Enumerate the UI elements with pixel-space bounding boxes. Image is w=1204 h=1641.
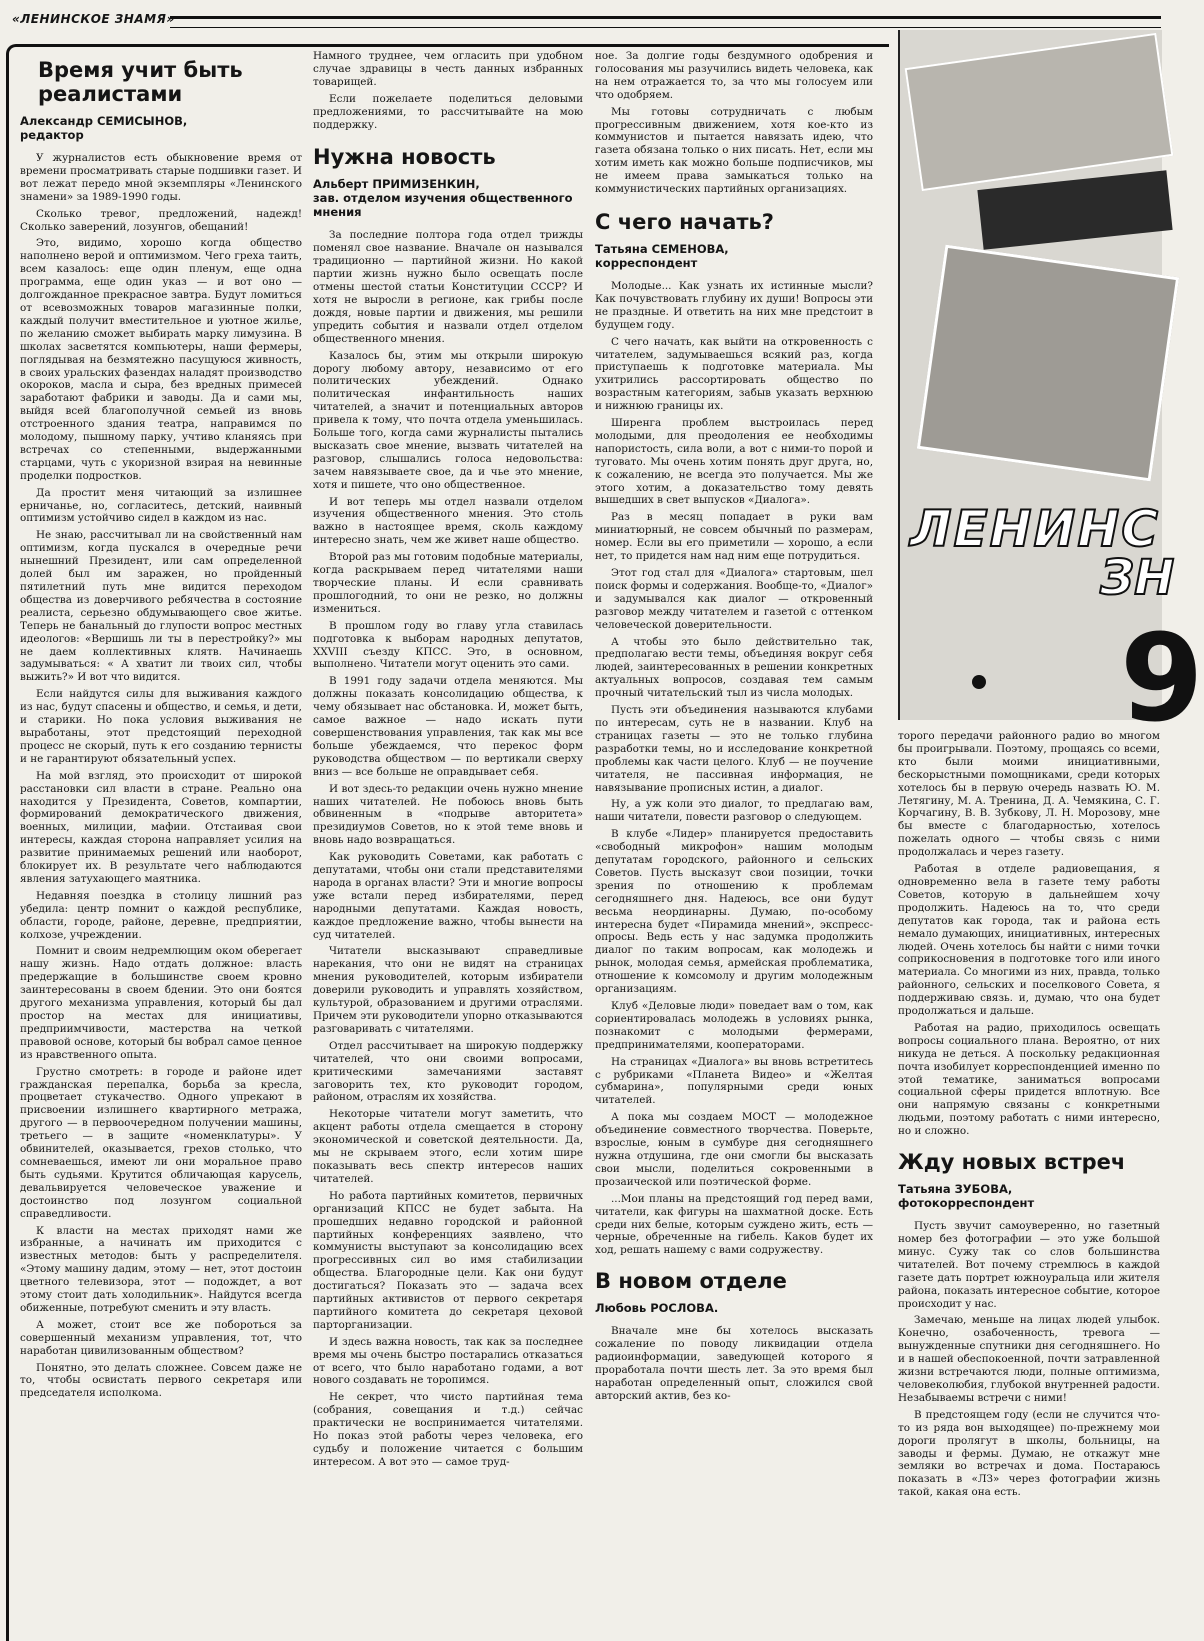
column-1 bbox=[20, 52, 302, 1634]
masthead-rule bbox=[170, 16, 1161, 28]
paragraph: И здесь важна новость, так как за последнее время мы очень быстро постарались отказаться от всего, что было наработано годами, а вот нового создавать не торопимся. bbox=[313, 1335, 583, 1387]
article2-title: Нужна новость bbox=[313, 145, 496, 170]
article3-body bbox=[595, 280, 873, 1257]
paragraph: Помнит и своим недремлющим оком оберегает нашу жизнь. Надо отдать должное: власть предержащие в большинстве своем кровно заинтересованы в своем бдении. Это они боятся другого механизма управления, который бы дал простор на местах для инициативы, предприимчивости, мастерства на четкой правовой основе, который бы вобрал самое ценное из нравственного опыта. bbox=[20, 945, 302, 1061]
paragraph: Второй раз мы готовим подобные материалы, когда раскрываем перед читателями наши творческие планы. И если сравнивать прошлогодний, то они не резко, но должны измениться. bbox=[313, 551, 583, 615]
paragraph: Раз в месяц попадает в руки вам миниатюрный, не совсем обычный по размерам, номер. Если вы его приметили — хорошо, а если нет, то придется нам над ним еще потрудиться. bbox=[595, 511, 873, 563]
article3-role: корреспондент bbox=[595, 255, 698, 270]
photo-dialog-supplement bbox=[917, 245, 1179, 482]
paragraph: Пусть эти объединения называются клубами по интересам, суть не в названии. Клуб на страницах газеты — это не только глубина разработки темы, но и исследование конкретной проблемы как части целого. Клуб — не поучение читателя, не пассивная информация, не навязывание прописных истин, а диалог. bbox=[595, 704, 873, 794]
article2-continuation: ное. За долгие годы бездумного одобрения и голосования мы разучились видеть человека, как на нем отражается то, за что мы голосуем или что одобряем. bbox=[595, 50, 873, 101]
article2-continuation: Мы готовы сотрудничать с любым прогрессивным движением, хотя кое-кто из коммунистов и пытается навязать идею, что газета обязана только о них писать. Нет, если мы хотим иметь как можно больше подписчиков, мы не имеем права замыкаться только на коммунистических партийных организациях. bbox=[595, 105, 873, 196]
paragraph: ...Мои планы на предстоящий год перед вами, читатели, как фигуры на шахматной доске. Есть среди них белые, которым суждено жить, есть — черные, обреченные на гибель. Каков будет их ход, решать нашему с вами содружеству. bbox=[595, 1192, 873, 1257]
paragraph: За последние полтора года отдел трижды поменял свое название. Вначале он назывался традиционно — партийной жизни. Но какой партии жизнь нужно было освещать после отмены шестой статьи Конституции СССР? И хотя не выросли в регионе, как грибы после дождя, новые партии и движения, мы решили упредить события и назвали отдел отделом общественного мнения. bbox=[313, 229, 583, 345]
article5-byline bbox=[898, 1182, 1160, 1210]
paragraph: Это, видимо, хорошо когда общество наполнено верой и оптимизмом. Чего греха таить, всем казалось: еще один пленум, еще одна программа, еще один указ — и вот оно — долгожданное прекрасное завтра. Будут ломиться от всевозможных товаров магазинные полки, каждый получит вместительное и уютное жилье, по желанию сможет выбирать марку лимузина. В школах засветятся компьютеры, наши фермеры, поглядывая на безмятежно пасущуюся живность, в своих уральских фазендах наладят производство окороков, масла и сыра, без вредных примесей заработают фабрики и заводы. Да и сами мы, выйдя всей благополучной семьей из вновь отстроенного здания театра, направимся по молодому, пышному парку, учтиво кланяясь при встречах со степенными, выдержанными старцами, чуть с укоризной взирая на невинные проделки подростков. bbox=[20, 237, 302, 482]
paragraph: И вот теперь мы отдел назвали отделом изучения общественного мнения. Это столь важно в настоящее время, сколь каждому интересно знать, чем же живет наше общество. bbox=[313, 495, 583, 547]
paragraph: Но работа партийных комитетов, первичных организаций КПСС не будет забыта. На прошедших недавно городской и районной партийных конференциях заявлено, что коммунисты выступают за консолидацию всех прогрессивных сил во имя стабилизации общества. Благородные цели. Как они будут достигаться? Показать это — задача всех партийных активистов от первого секретаря партийного комитета до секретаря цеховой парторганизации. bbox=[313, 1189, 583, 1331]
paragraph: Этот год стал для «Диалога» стартовым, шел поиск формы и содержания. Вообще-то, «Диалог» и задумывался как диалог — откровенный разговор между читателем и газетой с оттенком человеческой доверительности. bbox=[595, 567, 873, 631]
article4-author: Любовь РОСЛОВА. bbox=[595, 1301, 719, 1316]
paragraph: На мой взгляд, это происходит от широкой расстановки сил власти в стране. Реально она находится у Президента, Советов, компартии, формирований демократического движения, военных, милиции, мафии. Отстаивая свои интересы, каждая сторона направляет усилия на развитие принимаемых решений или наоборот, блокирует их. В результате чего наблюдаются явления затухающего маятника. bbox=[20, 769, 302, 885]
article2-role: зав. отделом изучения общественного мнения bbox=[313, 191, 573, 220]
paragraph: И вот здесь-то редакции очень нужно мнение наших читателей. Не побоюсь вновь быть обвиненным в «подрыве авторитета» президиумов Советов, но к этой теме вновь и вновь надо возвращаться. bbox=[313, 782, 583, 847]
article3-author: Татьяна СЕМЕНОВА, bbox=[595, 241, 729, 256]
paragraph: Отдел рассчитывает на широкую поддержку читателей, что они своими вопросами, критическими замечаниями заставят заговорить тех, кто руководит городом, районом, отраслям их хозяйства. bbox=[313, 1039, 583, 1104]
paragraph: Грустно смотреть: в городе и районе идет гражданская перепалка, борьба за кресла, процветает стукачество. Одного упрекают в присвоении излишнего квартирного метража, другого — в первоочередном получении машины, третьего — в защите «номенклатуры». У обвинителей, оказывается, грехов столько, что сомневаешься, имеют ли они моральное право быть судьями. Крутится обличающая карусель, девальвируется человеческое уважение и достоинство под лозунгом социальной справедливости. bbox=[20, 1065, 302, 1220]
article5-title: Жду новых встреч bbox=[898, 1150, 1126, 1175]
article1-title: Время учит быть реалистами bbox=[38, 58, 243, 106]
column-2 bbox=[313, 50, 583, 1634]
newspaper-collage-photo bbox=[898, 30, 1204, 749]
paragraph: Понятно, это делать сложнее. Совсем даже не то, чтобы освистать первого секретаря или председателя исполкома. bbox=[20, 1361, 302, 1400]
paragraph: А может, стоит все же побороться за совершенный механизм управления, тот, что наработан цивилизованным обществом? bbox=[20, 1318, 302, 1357]
paragraph: На страницах «Диалога» вы вновь встретитесь с рубриками «Планета Видео» и «Желтая субмарина», популярными среди юных читателей. bbox=[595, 1055, 873, 1107]
article2-body bbox=[313, 229, 583, 1468]
column-3 bbox=[595, 50, 873, 1634]
article4-title: В новом отделе bbox=[595, 1269, 787, 1294]
paragraph: Ну, а уж коли это диалог, то предлагаю вам, наши читатели, повести разговор о следующем. bbox=[595, 798, 873, 824]
paragraph: Молодые... Как узнать их истинные мысли? Как почувствовать глубину их души! Вопросы эти не праздные. И ответить на них мне предстоит в будущем году. bbox=[595, 279, 873, 331]
paragraph: Некоторые читатели могут заметить, что акцент работы отдела смещается в сторону экономической и советской деятельности. Да, мы не скрываем этого, если хотим шире показывать весь спектр интересов наших читателей. bbox=[313, 1108, 583, 1185]
paragraph: Сколько тревог, предложений, надежд! Сколько заверений, лозунгов, обещаний! bbox=[20, 207, 302, 233]
newspaper-name: «ЛЕНИНСКОЕ ЗНАМЯ» bbox=[12, 12, 175, 26]
paragraph: А пока мы создаем МОСТ — молодежное объединение совместного творчества. Поверьте, взрослые, юным в сумбуре дня сегодняшнего нужна отдушина, где они смогли бы высказать свои мысли, поделиться сокровенными в прозаической или поэтической форме. bbox=[595, 1111, 873, 1188]
photo-number: 9 bbox=[1120, 610, 1204, 749]
paragraph: Как руководить Советами, как работать с депутатами, чтобы они стали представителями народа в органах власти? Эти и многие вопросы уже встали перед избирателями, перед народными депутатами. Каждая новость, каждое предложение важно, чтобы вынести на суд читателей. bbox=[313, 851, 583, 941]
article1-byline bbox=[20, 114, 302, 142]
paragraph: В прошлом году во главу угла ставилась подготовка к выборам народных депутатов, XXVIII съезду КПСС. Это, в основном, выполнено. Читатели могут оценить это сами. bbox=[313, 619, 583, 671]
article3-title: С чего начать? bbox=[595, 209, 774, 234]
article5-role: фотокорреспондент bbox=[898, 1196, 1035, 1211]
paragraph: В предстоящем году (если не случится что-то из ряда вон выходящее) по-прежнему мои дороги пролягут в школы, больницы, на заводы и фермы. Думаю, не откажут мне земляки во встречах и дома. Постараюсь показать в «ЛЗ» через фотографии жизнь такой, какая она есть. bbox=[898, 1408, 1160, 1499]
article5-author: Татьяна ЗУБОВА, bbox=[898, 1182, 1013, 1197]
article3-byline bbox=[595, 242, 873, 270]
paragraph: Вначале мне бы хотелось высказать сожаление по поводу ликвидации отдела радиоинформации, заведующей которого я проработала почти шесть лет. За это время был наработан определенный опыт, сложился свой авторский актив, без ко- bbox=[595, 1325, 873, 1402]
article4-continuation: Работая в отделе радиовещания, я одновременно вела в газете тему работы Советов, которую в дальнейшем хочу продолжить. Надеюсь на то, что среди депутатов как города, так и района есть немало думающих, инициативных, интересных людей. Очень хотелось бы найти с ними точки соприкосновения в подготовке того или иного материала. Со многими из них, правда, только районного, сельских и поселкового Совета, я поддерживаю связь. и, думаю, что она будет продолжаться и дальше. bbox=[898, 863, 1160, 1018]
paragraph: В 1991 году задачи отдела меняются. Мы должны показать консолидацию общества, к чему обязывает нас обстановка. И, может быть, самое важное — надо искать пути совершенствования управления, так как мы все больше убеждаемся, что перекос форм руководства обществом — по вертикали сверху вниз — все больше не оправдывает себя. bbox=[313, 675, 583, 778]
article1-body bbox=[20, 152, 302, 1400]
article4-continuation: Работая на радио, приходилось освещать вопросы социального плана. Вероятно, от них никуда не деться. А поскольку редакционная почта изобилует корреспонденцией именно по этой тематике, заниматься вопросами социальной сферы придется вплотную. Все они напрямую связаны с конкретными людьми, поэтому работать с ними интересно, но и сложно. bbox=[898, 1021, 1160, 1138]
paragraph: Пусть звучит самоуверенно, но газетный номер без фотографии — это уже большой минус. Сужу так со слов большинства читателей. Вот почему стремлюсь в каждой газете дать портрет южноуральца или жителя района, показать интересное событие, которое происходит у нас. bbox=[898, 1220, 1160, 1310]
article4-continuation: торого передачи районного радио во многом бы проигрывали. Поэтому, прощаясь со всеми, кто были моими инициативными, бескорыстными помощниками, среди которых хотелось бы в первую очередь назвать Ю. М. Летягину, М. А. Тренина, Д. А. Чемякина, С. Г. Корчагину, В. В. Зубкову, Л. Н. Морозову, мне бы вместе с благодарностью, хотелось пожелать одного — чтобы связь с ними продолжалась и через газету. bbox=[898, 730, 1160, 859]
photo-newspaper-subtitle: ЗН bbox=[1100, 550, 1175, 606]
paragraph: Замечаю, меньше на лицах людей улыбок. Конечно, озабоченность, тревога — вынужденные спутники дня сегодняшнего. Но и в нашей обеспокоенной, почти затравленной жизни встречаются люди, полные оптимизма, человеколюбия, глубокой внутренней радости. Незабываемы встречи с ними! bbox=[898, 1314, 1160, 1404]
paragraph: Клуб «Деловые люди» поведает вам о том, как сориентировалась молодежь в условиях рынка, познакомит с молодыми фермерами, предпринимателями, кооператорами. bbox=[595, 1000, 873, 1051]
article1-continuation: Намного труднее, чем огласить при удобном случае здравицы в честь данных избранных товарищей. bbox=[313, 50, 583, 88]
article1-role: редактор bbox=[20, 128, 84, 142]
paragraph: Казалось бы, этим мы открыли широкую дорогу любому автору, независимо от его политических убеждений. Однако политическая инфантильность наших читателей, а значит и потенциальных авторов привела к тому, что почта отдела уменьшилась. Больше того, когда сами журналисты пытались высказать свое мнение, вызвать читателей на разговор, слышались голоса недовольства: зачем навязываете свое, да и чье это мнение, хотя и пишете, что оно общественное. bbox=[313, 349, 583, 491]
paragraph: А чтобы это было действительно так, предполагаю вести темы, объединяя вокруг себя людей, заинтересованных в решении конкретных актуальных вопросов, создавая тем самым прочный читательский тыл из числа молодых. bbox=[595, 635, 873, 700]
paragraph: С чего начать, как выйти на откровенность с читателем, задумываешься всякий раз, когда приступаешь к подготовке материала. Мы ухитрились рассортировать общество по возрастным категориям, забыв указать верхнюю и нижнюю границы их. bbox=[595, 335, 873, 413]
photo-dot bbox=[972, 675, 986, 689]
paragraph: К власти на местах приходят нами же избранные, а начинать им приходится с известных методов: быть у распределителя. «Этому машину дадим, этому — нет, этот достоин цветного телевизора, этот — подождет, а вот этому стоит дать холодильник». Найдутся всегда обиженные, потребуют сменить и эту власть. bbox=[20, 1224, 302, 1314]
paragraph: Да простит меня читающий за излишнее ерничанье, но, согласитесь, детский, наивный оптимизм устойчиво сидел в каждом из нас. bbox=[20, 486, 302, 525]
article1-author: Александр СЕМИСЫНОВ, bbox=[20, 114, 188, 128]
paragraph: Недавняя поездка в столицу лишний раз убедила: центр помнит о каждой республике, области, городе, районе, деревне, предприятии, колхозе, учреждении. bbox=[20, 889, 302, 941]
paragraph: Если найдутся силы для выживания каждого из нас, будут спасены и общество, и семья, и дети, и старики. Но пока условия выживания не выработаны, этот предстоящий переходной процесс не скорый, путь к его созданию тернисты и не гарантируют обязательный успех. bbox=[20, 688, 302, 765]
column-4 bbox=[898, 730, 1160, 1634]
article4-byline bbox=[595, 1301, 873, 1315]
paragraph: В клубе «Лидер» планируется предоставить «свободный микрофон» нашим молодым депутатам городского, районного и сельских Советов. Пусть высказут свои позиции, точки зрения по отношению к проблемам сегодняшнего дня. Надеюсь, все они будут весьма неординарны. Думаю, по-особому интересна будет «Пирамида мнений», экспресс-опросы. Ведь есть у нас задумка продолжить диалог по таким вопросам, как молодежь и рынок, молодая семья, армейская проблематика, отношение к комсомолу и другим молодежным организациям. bbox=[595, 828, 873, 996]
photo-newspaper-sheet bbox=[905, 33, 1174, 191]
article2-author: Альберт ПРИМИЗЕНКИН, bbox=[313, 177, 480, 192]
paragraph: Ширенга проблем выстроилась перед молодыми, для преодоления ее необходимы напористость, сила воли, а вот с ними-то порой и туговато. Мы очень хотим понять друг друга, но, к сожалению, не всегда это получается. Мы же этого хотим, а доказательство тому девять вышедших в свет выпусков «Диалога». bbox=[595, 417, 873, 507]
article5-body bbox=[898, 1220, 1160, 1499]
paragraph: Читатели высказывают справедливые нарекания, что они не видят на страницах мнения руководителей, которым избиратели доверили руководить и управлять хозяйством, культурой, образованием и другими отраслями. Причем эти руководители упорно отказываются разговаривать с читателями. bbox=[313, 945, 583, 1035]
article1-continuation: Если пожелаете поделиться деловыми предложениями, то рассчитывайте на мою поддержку. bbox=[313, 92, 583, 131]
paragraph: Не секрет, что чисто партийная тема (собрания, совещания и т.д.) сейчас практически не воспринимается читателями. Но показ этой работы через человека, его судьбу и положение читается с большим интересом. А вот это — самое труд- bbox=[313, 1391, 583, 1468]
photo-newspaper-title: ЛЕНИНС bbox=[910, 500, 1160, 558]
photo-newspaper-banner bbox=[977, 170, 1172, 250]
paragraph: Не знаю, рассчитывал ли на свойственный нам оптимизм, когда пускался в очередные речи нынешний Президент, или сам определенной долей был им заражен, но пройденный пятилетний путь мне видится переходом общества из доверчивого ребячества в состояние реалиста, серьезно обдумывающего свое житье. Теперь не банальный до глупости вопрос местных идеологов: «Вершишь ли ты в перестройку?» мы не даем коллективных клятв. Начинаешь задумываться: « А хватит ли твоих сил, чтобы выжить?» И вот что видится. bbox=[20, 529, 302, 684]
paragraph: У журналистов есть обыкновение время от времени просматривать старые подшивки газет. И вот лежат передо мной экземпляры «Ленинского знамени» за 1989-1990 годы. bbox=[20, 152, 302, 203]
article2-byline bbox=[313, 177, 583, 219]
